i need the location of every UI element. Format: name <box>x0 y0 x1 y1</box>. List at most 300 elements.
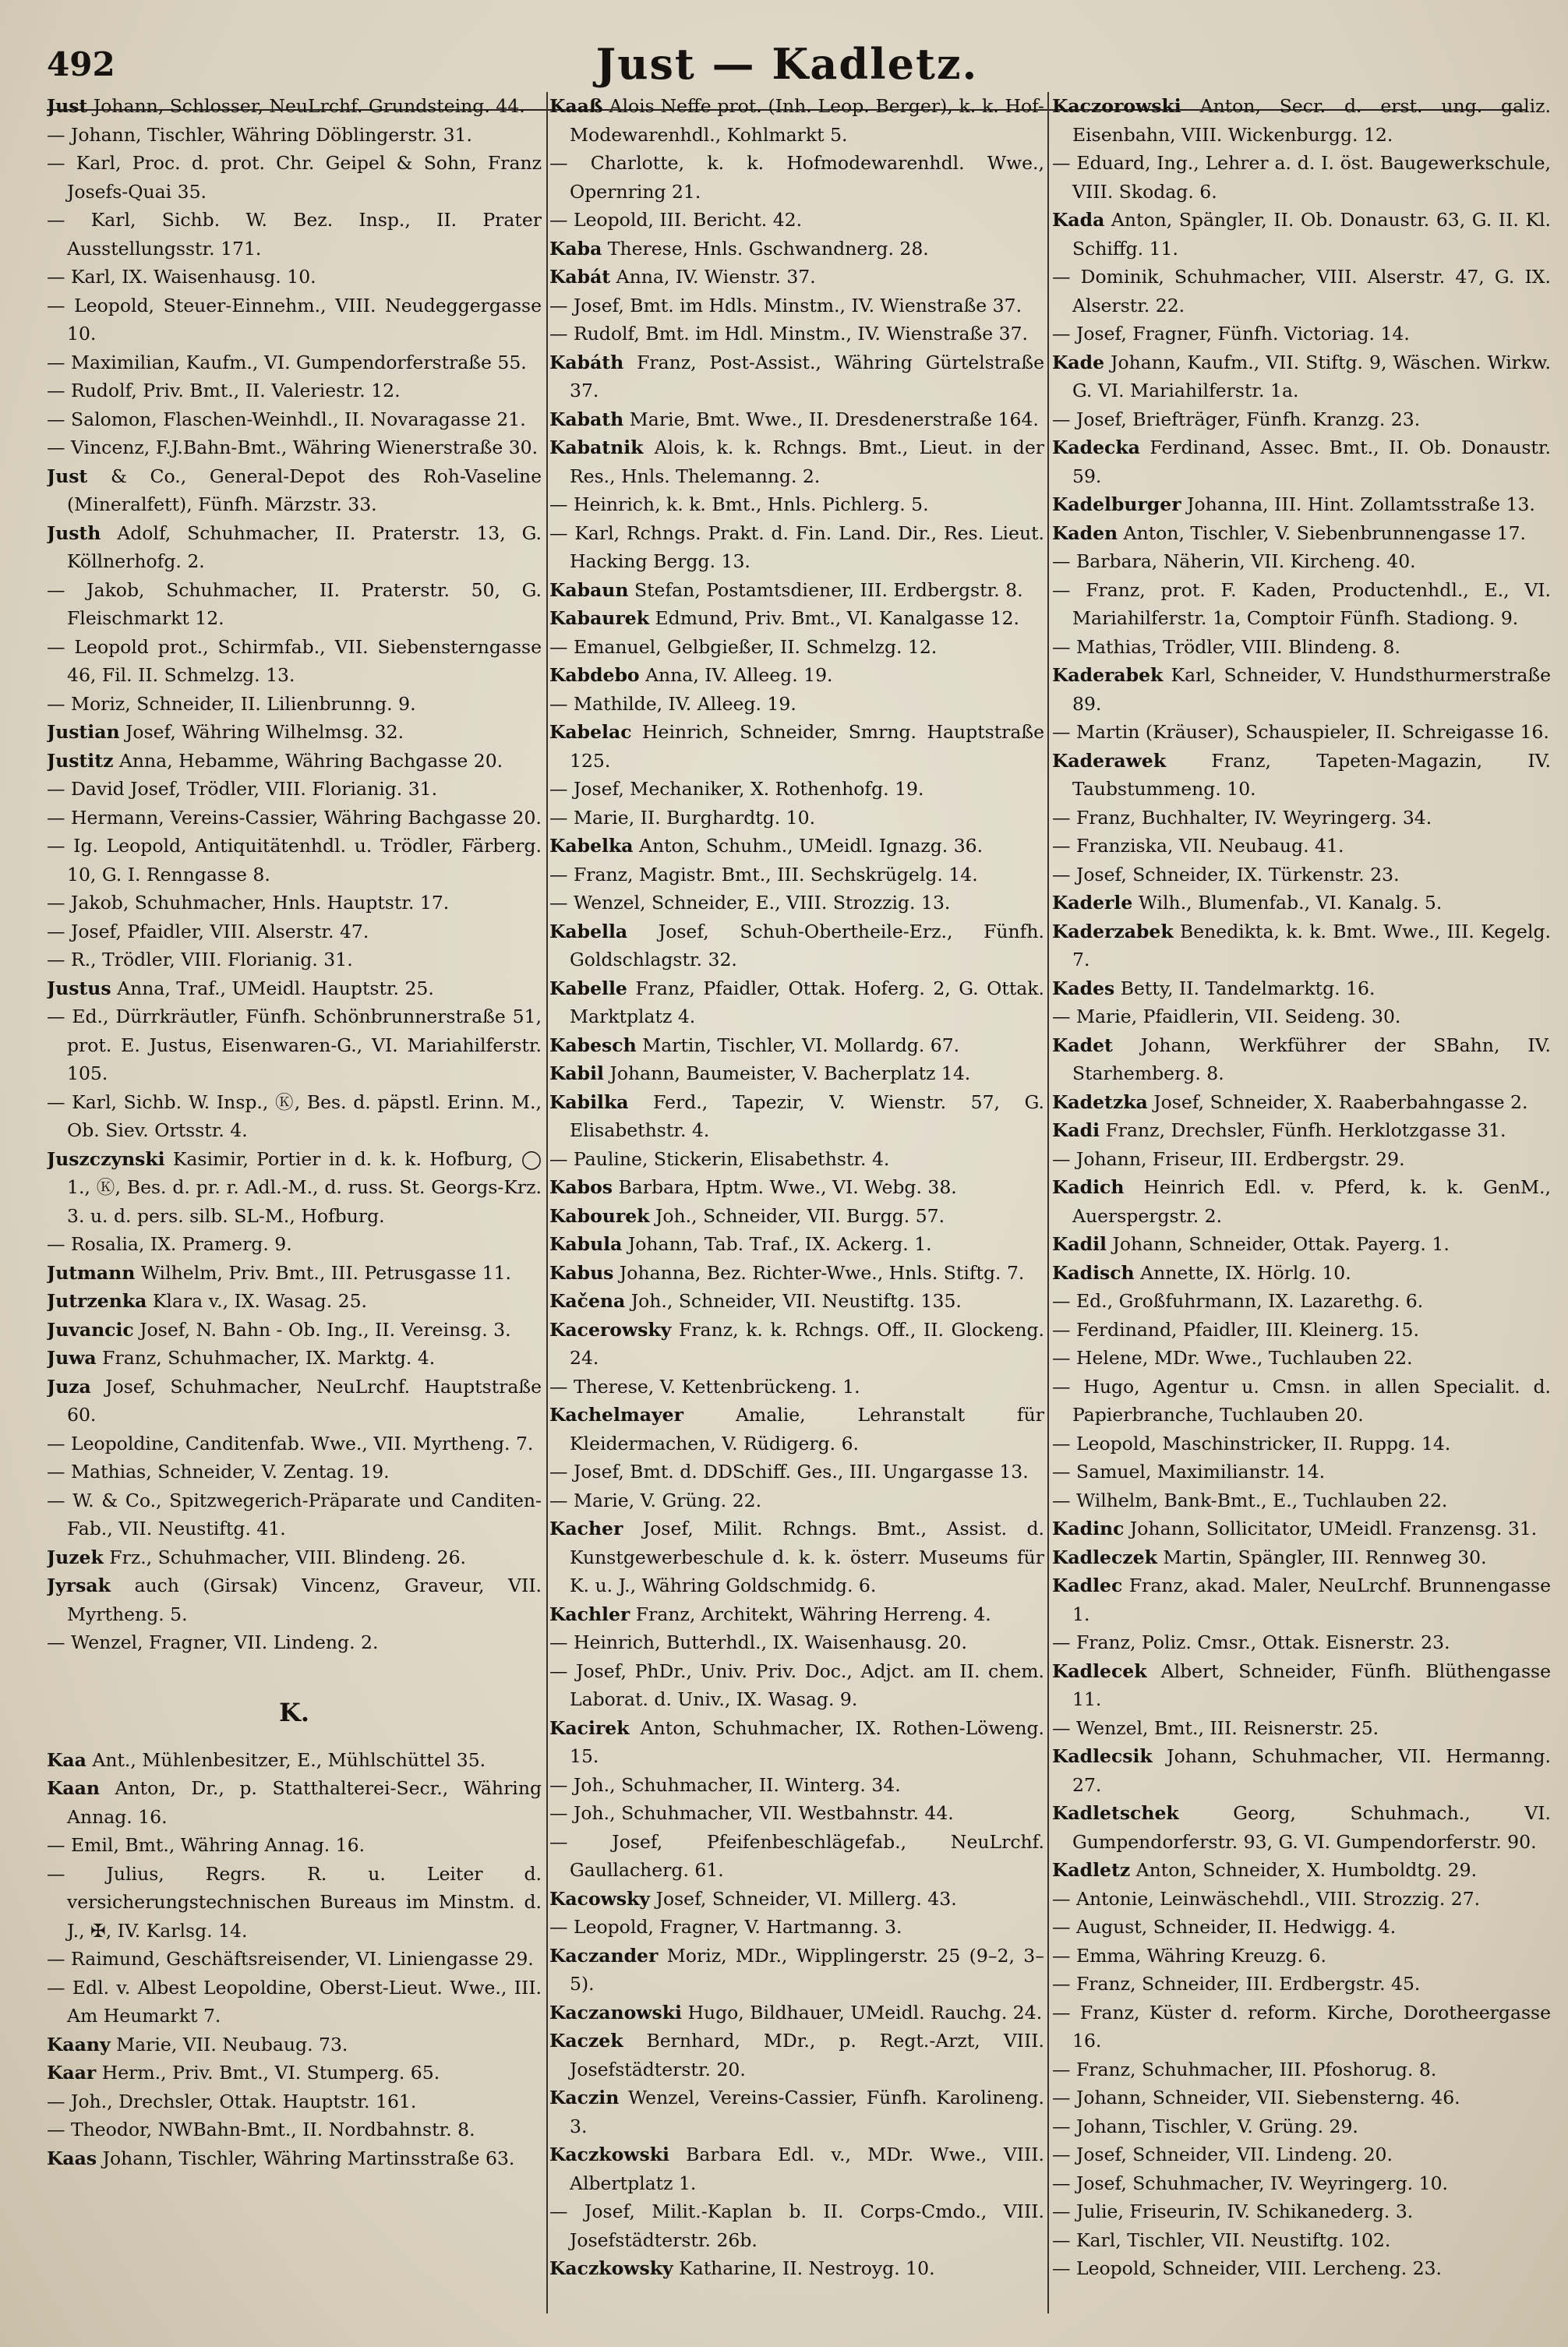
directory-entry <box>47 1430 542 1458</box>
directory-entry <box>47 2031 542 2059</box>
entry-details: — Helene, MDr. Wwe., Tuchlauben 22. <box>1052 1347 1413 1369</box>
entry-details: Karl, Schneider, V. Hundsthurmerstraße 89. <box>1072 664 1551 715</box>
entry-details: — Moriz, Schneider, II. Lilienbrunng. 9. <box>47 692 416 715</box>
entry-details: Kasimir, Portier in d. k. k. Hofburg, ◯ 1., Ⓚ, Bes. d. pr. r. Adl.-M., d. russ. St. Georgs-Krz. 3. u. d. pers. silb. SL-M., Hofburg. <box>67 1147 542 1227</box>
directory-entry <box>47 1344 542 1373</box>
entry-details: Marie, Bmt. Wwe., II. Dresdenerstraße 164. <box>629 408 1039 430</box>
directory-entry <box>47 974 542 1003</box>
entry-details: auch (Girsak) Vincenz, Graveur, VII. Myrtheng. 5. <box>67 1575 542 1625</box>
directory-entry <box>1052 149 1551 206</box>
directory-entry <box>1052 889 1551 917</box>
entry-surname: Juza <box>47 1375 91 1398</box>
entry-details: Anton, Schuhm., UMeidl. Ignazg. 36. <box>638 835 984 857</box>
entry-surname: Kabath <box>549 408 624 430</box>
entry-details: — Emanuel, Gelbgießer, II. Schmelzg. 12. <box>549 635 938 658</box>
entry-surname: Kaderzabek <box>1052 920 1174 942</box>
directory-entry <box>47 405 542 434</box>
directory-entry <box>549 804 1044 832</box>
directory-entry <box>1052 576 1551 633</box>
directory-entry <box>549 263 1044 292</box>
entry-surname: Kadelburger <box>1052 493 1181 515</box>
entry-details: Hugo, Bildhauer, UMeidl. Rauchg. 24. <box>687 2001 1043 2024</box>
entry-details: — August, Schneider, II. Hedwigg. 4. <box>1052 1916 1397 1938</box>
directory-entry <box>549 348 1044 405</box>
entry-surname: Kačena <box>549 1290 626 1312</box>
directory-entry <box>47 433 542 462</box>
entry-details: — Mathilde, IV. Alleeg. 19. <box>549 692 796 715</box>
entry-surname: Kadet <box>1052 1034 1113 1056</box>
directory-entry <box>47 1860 542 1946</box>
entry-surname: Kabát <box>549 266 611 288</box>
directory-entry <box>549 1316 1044 1373</box>
entry-details: — Josef, Milit.-Kaplan b. II. Corps-Cmdo., VIII. Josefstädterstr. 26b. <box>549 2200 1044 2251</box>
entry-surname: Kacerowsky <box>549 1318 672 1341</box>
entry-details: Anna, Hebamme, Währing Bachgasse 20. <box>118 749 503 772</box>
entry-details: Marie, VII. Neubaug. 73. <box>116 2033 348 2055</box>
entry-details: Anton, Schneider, X. Humboldtg. 29. <box>1135 1859 1478 1881</box>
entry-surname: Kabatnik <box>549 437 644 458</box>
directory-entry <box>47 121 542 150</box>
entry-details: Johann, Tischler, Währing Martinsstraße 63. <box>102 2147 515 2169</box>
directory-entry <box>47 292 542 348</box>
directory-entry <box>47 519 542 576</box>
entry-surname: Kabourek <box>549 1204 650 1227</box>
entry-details: Klara v., IX. Wasag. 25. <box>152 1290 368 1312</box>
directory-entry <box>549 1714 1044 1771</box>
directory-entry <box>549 1401 1044 1458</box>
running-head: Just — Kadletz. <box>595 39 979 89</box>
entry-details: — Leopold, Schneider, VIII. Lercheng. 23. <box>1052 2257 1443 2279</box>
directory-entry <box>47 832 542 889</box>
entry-details: — Leopoldine, Canditenfab. Wwe., VII. Myrtheng. 7. <box>47 1432 534 1455</box>
directory-entry <box>47 206 542 263</box>
directory-entry <box>549 2254 1044 2283</box>
directory-entry <box>549 917 1044 974</box>
directory-entry <box>549 1913 1044 1942</box>
directory-entry <box>549 519 1044 576</box>
directory-entry <box>549 1031 1044 1060</box>
directory-entry <box>549 661 1044 690</box>
entry-details: — Johann, Schneider, VII. Siebensterng. 46. <box>1052 2087 1460 2108</box>
directory-entry <box>1052 1116 1551 1145</box>
entry-details: Wenzel, Vereins-Cassier, Fünfh. Karolineng. 3. <box>570 2087 1044 2137</box>
entry-details: Albert, Schneider, Fünfh. Blüthengasse 11. <box>1072 1660 1551 1710</box>
entry-details: — Pauline, Stickerin, Elisabethstr. 4. <box>549 1147 890 1170</box>
directory-entry <box>1052 1230 1551 1259</box>
entry-details: — Leopold, Steuer-Einnehm., VIII. Neudeggergasse 10. <box>47 294 542 345</box>
directory-entry <box>1052 633 1551 662</box>
entry-surname: Kades <box>1052 977 1115 999</box>
directory-entry <box>1052 1999 1551 2055</box>
entry-details: Heinrich, Schneider, Smrng. Hauptstraße 125. <box>570 721 1044 772</box>
directory-entry <box>549 292 1044 320</box>
entry-surname: Kaczkowsky <box>549 2257 673 2279</box>
entry-surname: Kaczander <box>549 1944 659 1967</box>
entry-details: — Franziska, VII. Neubaug. 41. <box>1052 835 1344 857</box>
entry-details: — Julius, Regrs. R. u. Leiter d. versicherungstechnischen Bureaus im Minstm. d. J., ✠, IV. Karlsg. 14. <box>47 1862 542 1942</box>
entry-details: Herm., Priv. Bmt., VI. Stumperg. 65. <box>101 2062 440 2084</box>
entry-details: — Johann, Tischler, Währing Döblingerstr. 31. <box>47 123 472 146</box>
directory-entry <box>1052 2169 1551 2198</box>
entry-details: — Josef, Fragner, Fünfh. Victoriag. 14. <box>1052 323 1410 345</box>
directory-entry <box>1052 832 1551 861</box>
directory-entry <box>1052 1088 1551 1117</box>
directory-entry <box>47 1230 542 1259</box>
entry-details: Stefan, Postamtsdiener, III. Erdbergstr. 8. <box>634 578 1023 601</box>
entry-details: — Samuel, Maximilianstr. 14. <box>1052 1461 1326 1483</box>
entry-details: Ferd., Tapezir, V. Wienstr. 57, G. Elisabethstr. 4. <box>570 1090 1044 1141</box>
entry-surname: Kadisch <box>1052 1261 1135 1284</box>
directory-entry <box>549 1657 1044 1714</box>
entry-details: — Marie, II. Burghardtg. 10. <box>549 806 816 829</box>
entry-details: — Franz, Schuhmacher, III. Pfoshorug. 8. <box>1052 2058 1437 2080</box>
entry-details: Ant., Mühlenbesitzer, E., Mühlschüttel 35. <box>92 1748 486 1771</box>
entry-details: Annette, IX. Hörlg. 10. <box>1140 1261 1351 1284</box>
entry-details: Johanna, Bez. Richter-Wwe., Hnls. Stiftg. 7. <box>619 1261 1025 1284</box>
directory-entry <box>549 633 1044 662</box>
directory-entry <box>549 1999 1044 2027</box>
entry-details: — Jakob, Schuhmacher, Hnls. Hauptstr. 17. <box>47 892 450 914</box>
entry-surname: Kadletz <box>1052 1859 1131 1881</box>
entry-details: Joh., Schneider, VII. Neustiftg. 135. <box>630 1290 962 1312</box>
entry-details: — Ed., Dürrkräutler, Fünfh. Schönbrunnerstraße 51, prot. E. Justus, Eisenwaren-G., VI. Mariahilferstr. 105. <box>47 1006 542 1084</box>
entry-details: Frz., Schuhmacher, VIII. Blindeng. 26. <box>109 1546 467 1568</box>
entry-surname: Kaderle <box>1052 892 1133 914</box>
entry-details: — Therese, V. Kettenbrückeng. 1. <box>549 1375 860 1398</box>
section-spacer <box>47 1657 542 1685</box>
directory-entry <box>1052 1970 1551 1999</box>
entry-details: Franz, Pfaidler, Ottak. Hoferg. 2, G. Ottak. Marktplatz 4. <box>570 977 1044 1027</box>
entry-details: Alois, k. k. Rchngs. Bmt., Lieut. in der Res., Hnls. Thelemanng. 2. <box>570 437 1044 487</box>
entry-details: — Hugo, Agentur u. Cmsn. in allen Specialit. d. Papierbranche, Tuchlauben 20. <box>1052 1375 1551 1426</box>
directory-entry <box>1052 1344 1551 1373</box>
directory-entry <box>1052 1259 1551 1288</box>
directory-entry <box>549 718 1044 775</box>
directory-entry <box>47 1774 542 1831</box>
directory-columns <box>47 92 1551 2321</box>
entry-details: Josef, Schneider, VI. Millerg. 43. <box>655 1887 957 1910</box>
entry-details: — Franz, Buchhalter, IV. Weyringerg. 34. <box>1052 806 1432 829</box>
directory-entry <box>549 1828 1044 1885</box>
directory-entry <box>1052 1742 1551 1799</box>
entry-surname: Kada <box>1052 209 1105 231</box>
entry-details: — Heinrich, k. k. Bmt., Hnls. Pichlerg. 5. <box>549 493 929 515</box>
directory-entry <box>1052 1799 1551 1856</box>
directory-entry <box>47 1543 542 1572</box>
entry-details: — Karl, IX. Waisenhausg. 10. <box>47 266 316 288</box>
entry-details: Josef, Milit. Rchngs. Bmt., Assist. d. Kunstgewerbeschule d. k. k. österr. Museums für K. u. J., Währing Goldschmidg. 6. <box>570 1518 1044 1596</box>
entry-details: — Johann, Tischler, V. Grüng. 29. <box>1052 2115 1358 2137</box>
directory-entry <box>549 405 1044 434</box>
entry-details: — David Josef, Trödler, VIII. Florianig. 31. <box>47 778 438 800</box>
directory-entry <box>47 376 542 405</box>
directory-entry <box>1052 974 1551 1003</box>
directory-entry <box>549 2027 1044 2084</box>
entry-details: Katharine, II. Nestroyg. 10. <box>679 2257 935 2279</box>
entry-details: Anton, Secr. d. erst. ung. galiz. Eisenbahn, VIII. Wickenburgg. 12. <box>1072 95 1551 146</box>
entry-surname: Kadich <box>1052 1176 1125 1198</box>
directory-entry <box>1052 1173 1551 1230</box>
directory-entry <box>1052 718 1551 747</box>
directory-entry <box>47 917 542 946</box>
directory-entry <box>549 1173 1044 1202</box>
entry-details: Franz, akad. Maler, NeuLrchf. Brunnengasse 1. <box>1072 1575 1551 1625</box>
directory-entry <box>549 2140 1044 2197</box>
entry-details: — Joh., Schuhmacher, II. Winterg. 34. <box>549 1773 901 1796</box>
entry-surname: Kabáth <box>549 351 624 373</box>
entry-details: Joh., Schneider, VII. Burgg. 57. <box>655 1204 945 1227</box>
entry-details: Adolf, Schuhmacher, II. Praterstr. 13, G. Köllnerhofg. 2. <box>67 521 542 572</box>
directory-entry <box>549 1230 1044 1259</box>
directory-entry <box>549 889 1044 917</box>
directory-entry <box>549 1486 1044 1515</box>
entry-details: — Wenzel, Bmt., III. Reisnerstr. 25. <box>1052 1716 1379 1739</box>
entry-details: — Josef, Pfaidler, VIII. Alserstr. 47. <box>47 920 369 942</box>
directory-entry <box>549 690 1044 719</box>
entry-details: — Josef, Bmt. d. DDSchiff. Ges., III. Ungargasse 13. <box>549 1461 1029 1483</box>
entry-surname: Kaar <box>47 2062 97 2084</box>
directory-entry <box>549 1059 1044 1088</box>
directory-entry <box>549 1287 1044 1316</box>
directory-entry <box>1052 1628 1551 1657</box>
directory-entry <box>1052 206 1551 263</box>
directory-entry <box>47 2144 542 2173</box>
entry-details: — Ig. Leopold, Antiquitätenhdl. u. Trödler, Färberg. 10, G. I. Renngasse 8. <box>47 835 542 885</box>
entry-details: — Joh., Drechsler, Ottak. Hauptstr. 161. <box>47 2090 417 2112</box>
directory-entry <box>549 1600 1044 1629</box>
entry-details: — Maximilian, Kaufm., VI. Gumpendorferstraße 55. <box>47 351 527 373</box>
entry-details: — Ed., Großfuhrmann, IX. Lazarethg. 6. <box>1052 1290 1424 1312</box>
entry-details: — Josef, Pfeifenbeschlägefab., NeuLrchf. Gaullacherg. 61. <box>549 1830 1044 1881</box>
directory-entry <box>47 775 542 804</box>
entry-surname: Kaderawek <box>1052 749 1167 772</box>
entry-surname: Kade <box>1052 351 1105 373</box>
directory-entry <box>1052 1657 1551 1714</box>
directory-entry <box>47 348 542 377</box>
directory-entry <box>47 462 542 519</box>
directory-entry <box>1052 348 1551 405</box>
entry-surname: Just <box>47 465 88 487</box>
directory-entry <box>47 1287 542 1316</box>
directory-entry <box>1052 320 1551 348</box>
directory-entry <box>1052 804 1551 832</box>
entry-details: Martin, Tischler, VI. Mollardg. 67. <box>642 1034 960 1056</box>
directory-entry <box>549 1885 1044 1914</box>
directory-entry <box>47 889 542 917</box>
entry-details: Barbara, Hptm. Wwe., VI. Webg. 38. <box>618 1176 957 1198</box>
entry-details: Anna, IV. Alleeg. 19. <box>645 664 833 686</box>
entry-surname: Kabil <box>549 1062 604 1084</box>
entry-details: Alois Neffe prot. (Inh. Leop. Berger), k. k. Hof-Modewarenhdl., Kohlmarkt 5. <box>570 95 1044 146</box>
entry-details: Therese, Hnls. Gschwandnerg. 28. <box>607 237 929 260</box>
directory-entry <box>47 747 542 776</box>
directory-entry <box>549 1799 1044 1828</box>
directory-entry <box>47 1316 542 1345</box>
directory-entry <box>1052 1287 1551 1316</box>
entry-details: Moriz, MDr., Wipplingerstr. 25 (9–2, 3–5). <box>570 1944 1044 1995</box>
directory-entry <box>1052 2197 1551 2226</box>
directory-entry <box>1052 1571 1551 1628</box>
directory-entry <box>1052 1031 1551 1088</box>
directory-entry <box>549 576 1044 605</box>
entry-details: Wilhelm, Priv. Bmt., III. Petrusgasse 11. <box>140 1261 512 1284</box>
entry-details: Edmund, Priv. Bmt., VI. Kanalgasse 12. <box>655 607 1019 629</box>
column-3 <box>1052 92 1551 2321</box>
entry-details: Barbara Edl. v., MDr. Wwe., VIII. Albertplatz 1. <box>570 2144 1044 2194</box>
entry-surname: Kabesch <box>549 1034 637 1056</box>
entry-details: Benedikta, k. k. Bmt. Wwe., III. Kegelg. 7. <box>1072 920 1551 970</box>
entry-surname: Kachler <box>549 1603 630 1625</box>
entry-details: Anna, IV. Wienstr. 37. <box>616 266 816 288</box>
entry-details: — Charlotte, k. k. Hofmodewarenhdl. Wwe., Opernring 21. <box>549 152 1044 203</box>
entry-surname: Kaczkowski <box>549 2144 669 2165</box>
entry-surname: Kaczanowski <box>549 2001 682 2024</box>
entry-details: — Josef, Schuhmacher, IV. Weyringerg. 10. <box>1052 2172 1448 2194</box>
entry-surname: Kabella <box>549 920 628 942</box>
directory-entry <box>47 2115 542 2144</box>
entry-details: — Leopold, Maschinstricker, II. Ruppg. 14. <box>1052 1432 1451 1455</box>
entry-details: Johann, Baumeister, V. Bacherplatz 14. <box>609 1062 971 1084</box>
entry-details: — Wenzel, Schneider, E., VIII. Strozzig. 13. <box>549 892 951 914</box>
directory-entry <box>1052 1543 1551 1572</box>
entry-details: — Karl, Sichb. W. Bez. Insp., II. Prater Ausstellungsstr. 171. <box>47 209 542 260</box>
section-heading: K. <box>279 1697 309 1727</box>
directory-entry <box>47 2087 542 2116</box>
entry-surname: Kabos <box>549 1176 613 1198</box>
entry-surname: Kadlecsik <box>1052 1745 1153 1767</box>
entry-details: — Antonie, Leinwäschehdl., VIII. Strozzig. 27. <box>1052 1887 1481 1910</box>
entry-details: Franz, Tapeten-Magazin, IV. Taubstummeng. 10. <box>1072 749 1551 800</box>
entry-details: — Barbara, Näherin, VII. Kircheng. 40. <box>1052 550 1416 572</box>
entry-details: Johann, Schneider, Ottak. Payerg. 1. <box>1112 1233 1450 1255</box>
column-2 <box>549 92 1044 2321</box>
entry-details: — Franz, prot. F. Kaden, Productenhdl., E., VI. Mariahilferstr. 1a, Comptoir Fünfh. Stadiong. 9. <box>1052 578 1551 629</box>
directory-entry <box>1052 1316 1551 1345</box>
entry-details: Bernhard, MDr., p. Regt.-Arzt, VIII. Josefstädterstr. 20. <box>570 2030 1044 2080</box>
directory-entry <box>1052 2084 1551 2112</box>
directory-entry <box>47 149 542 206</box>
entry-details: Johann, Tab. Traf., IX. Ackerg. 1. <box>627 1233 932 1255</box>
entry-details: — R., Trödler, VIII. Florianig. 31. <box>47 949 353 970</box>
entry-details: — Raimund, Geschäftsreisender, VI. Liniengasse 29. <box>47 1948 534 1970</box>
directory-entry <box>1052 1515 1551 1543</box>
directory-entry <box>549 1458 1044 1486</box>
directory-entry <box>1052 1430 1551 1458</box>
entry-surname: Jutmann <box>47 1261 136 1284</box>
entry-surname: Kabelka <box>549 835 634 857</box>
entry-surname: Juwa <box>47 1347 97 1369</box>
entry-details: — Eduard, Ing., Lehrer a. d. I. öst. Baugewerkschule, VIII. Skodag. 6. <box>1052 152 1551 203</box>
entry-details: Josef, Schuh-Obertheile-Erz., Fünfh. Goldschlagstr. 32. <box>570 920 1044 970</box>
entry-details: Johann, Schuhmacher, VII. Hermanng. 27. <box>1072 1745 1551 1796</box>
entry-details: Josef, N. Bahn - Ob. Ing., II. Vereinsg. 3. <box>139 1318 511 1341</box>
entry-surname: Kachelmayer <box>549 1404 684 1426</box>
directory-entry <box>47 1088 542 1145</box>
entry-details: — Johann, Friseur, III. Erdbergstr. 29. <box>1052 1147 1405 1170</box>
entry-details: Betty, II. Tandelmarktg. 16. <box>1120 977 1376 999</box>
entry-details: — Rosalia, IX. Pramerg. 9. <box>47 1233 292 1255</box>
entry-surname: Kaas <box>47 2147 97 2169</box>
directory-entry <box>549 1259 1044 1288</box>
entry-details: Heinrich Edl. v. Pferd, k. k. GenM., Auerspergstr. 2. <box>1072 1176 1551 1227</box>
directory-entry <box>549 206 1044 235</box>
directory-entry <box>47 1974 542 2031</box>
entry-details: Anton, Spängler, II. Ob. Donaustr. 63, G. II. Kl. Schiffg. 11. <box>1072 209 1551 260</box>
entry-details: — Leopold, III. Bericht. 42. <box>549 209 803 231</box>
directory-entry <box>549 832 1044 861</box>
entry-surname: Juszczynski <box>47 1147 165 1170</box>
entry-surname: Justian <box>47 721 120 743</box>
entry-surname: Juzek <box>47 1546 104 1568</box>
directory-entry <box>549 1628 1044 1657</box>
directory-entry <box>549 433 1044 490</box>
directory-entry <box>1052 661 1551 718</box>
column-1 <box>47 92 542 2321</box>
entry-surname: Justitz <box>47 749 114 772</box>
entry-details: — Mathias, Trödler, VIII. Blindeng. 8. <box>1052 635 1400 658</box>
entry-surname: Kadinc <box>1052 1518 1125 1539</box>
entry-surname: Justus <box>47 977 111 999</box>
directory-entry <box>47 1486 542 1543</box>
entry-details: — Dominik, Schuhmacher, VIII. Alserstr. 47, G. IX. Alserstr. 22. <box>1052 266 1551 316</box>
entry-details: Franz, Post-Assist., Währing Gürtelstraße 37. <box>570 351 1044 401</box>
entry-surname: Kaden <box>1052 521 1118 544</box>
directory-entry <box>47 1458 542 1486</box>
entry-details: — Rudolf, Bmt. im Hdl. Minstm., IV. Wienstraße 37. <box>549 323 1028 345</box>
entry-surname: Kaa <box>47 1748 87 1771</box>
directory-entry <box>47 1259 542 1288</box>
directory-entry <box>47 1145 542 1231</box>
entry-surname: Justh <box>47 521 101 544</box>
entry-details: — Karl, Proc. d. prot. Chr. Geipel & Sohn, Franz Josefs-Quai 35. <box>47 152 542 203</box>
entry-surname: Kadecka <box>1052 437 1140 458</box>
entry-details: — Franz, Poliz. Cmsr., Ottak. Eisnerstr. 23. <box>1052 1631 1450 1653</box>
entry-details: — Josef, PhDr., Univ. Priv. Doc., Adjct. am II. chem. Laborat. d. Univ., IX. Wasag. 9. <box>549 1660 1044 1710</box>
entry-details: — Josef, Schneider, VII. Lindeng. 20. <box>1052 2144 1393 2165</box>
directory-entry <box>47 690 542 719</box>
directory-entry <box>1052 433 1551 490</box>
directory-entry <box>549 775 1044 804</box>
entry-surname: Kacowsky <box>549 1887 651 1910</box>
entry-details: Amalie, Lehranstalt für Kleidermachen, V. Rüdigerg. 6. <box>570 1404 1044 1455</box>
entry-details: — Ferdinand, Pfaidler, III. Kleinerg. 15. <box>1052 1318 1419 1341</box>
directory-entry <box>1052 263 1551 320</box>
directory-entry <box>549 320 1044 348</box>
entry-details: — Josef, Mechaniker, X. Rothenhofg. 19. <box>549 778 924 800</box>
directory-entry <box>549 1202 1044 1231</box>
entry-details: — Franz, Küster d. reform. Kirche, Dorotheergasse 16. <box>1052 2001 1551 2052</box>
entry-surname: Kaczek <box>549 2030 623 2052</box>
directory-entry <box>1052 1373 1551 1430</box>
directory-entry <box>549 235 1044 263</box>
directory-entry <box>1052 2226 1551 2255</box>
entry-details: — Mathias, Schneider, V. Zentag. 19. <box>47 1461 390 1483</box>
entry-details: — Marie, Pfaidlerin, VII. Seideng. 30. <box>1052 1006 1401 1027</box>
entry-details: — Josef, Briefträger, Fünfh. Kranzg. 23. <box>1052 408 1421 430</box>
entry-details: — Jakob, Schuhmacher, II. Praterstr. 50, G. Fleischmarkt 12. <box>47 578 542 629</box>
entry-details: — Franz, Schneider, III. Erdbergstr. 45. <box>1052 1973 1421 1995</box>
directory-entry <box>47 92 542 121</box>
entry-details: Anton, Tischler, V. Siebenbrunnengasse 17. <box>1123 521 1527 544</box>
entry-details: — Leopold, Fragner, V. Hartmanng. 3. <box>549 1916 902 1938</box>
directory-entry <box>1052 861 1551 889</box>
directory-entry <box>549 1942 1044 1999</box>
entry-surname: Kabelle <box>549 977 627 999</box>
directory-entry <box>1052 547 1551 576</box>
entry-surname: Kadleczek <box>1052 1546 1157 1568</box>
entry-details: — Emil, Bmt., Währing Annag. 16. <box>47 1834 366 1856</box>
directory-entry <box>1052 92 1551 149</box>
